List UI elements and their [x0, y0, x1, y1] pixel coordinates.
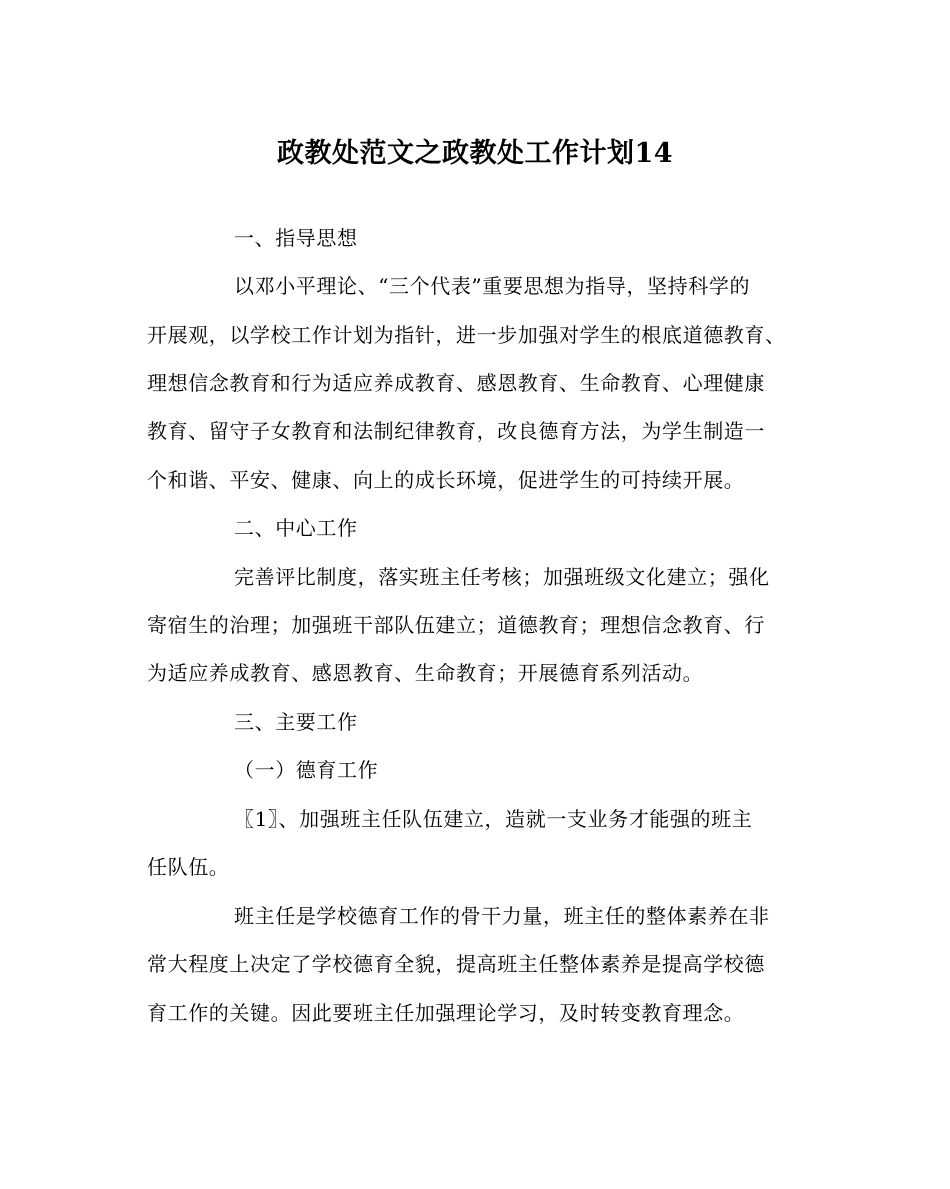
section-heading-central-work: 二、中心工作	[234, 516, 358, 540]
paragraph-line: 教育、留守子女教育和法制纪律教育，改良德育方法，为学生制造一	[147, 419, 765, 443]
subsection-heading-moral-education: （一）德育工作	[234, 758, 379, 782]
section-heading-guiding-ideology: 一、指导思想	[234, 226, 358, 250]
paragraph-line: 个和谐、平安、健康、向上的成长环境，促进学生的可持续开展。	[147, 468, 745, 492]
paragraph-line: 常大程度上决定了学校德育全貌，提高班主任整体素养是提高学校德	[147, 952, 765, 976]
paragraph-line: 以邓小平理论、“三个代表”重要思想为指导，坚持科学的	[234, 274, 751, 298]
paragraph-line: 为适应养成教育、感恩教育、生命教育；开展德育系列活动。	[147, 661, 704, 685]
paragraph-line: 理想信念教育和行为适应养成教育、感恩教育、生命教育、心理健康	[147, 371, 765, 395]
paragraph-line: 开展观，以学校工作计划为指针，进一步加强对学生的根底道德教育、	[147, 323, 786, 347]
paragraph-line: 班主任是学校德育工作的骨干力量，班主任的整体素养在非	[234, 904, 770, 928]
document-title: 政教处范文之政教处工作计划14	[276, 138, 674, 169]
paragraph-line: 寄宿生的治理；加强班干部队伍建立；道德教育；理想信念教育、行	[147, 613, 765, 637]
paragraph-line: 育工作的关键。因此要班主任加强理论学习，及时转变教育理念。	[147, 1001, 745, 1025]
list-item-line: 任队伍。	[147, 855, 230, 879]
section-heading-main-work: 三、主要工作	[234, 710, 358, 734]
paragraph-line: 完善评比制度，落实班主任考核；加强班级文化建立；强化	[234, 565, 770, 589]
list-item-line: 〖1〗、加强班主任队伍建立，造就一支业务才能强的班主	[234, 807, 753, 831]
